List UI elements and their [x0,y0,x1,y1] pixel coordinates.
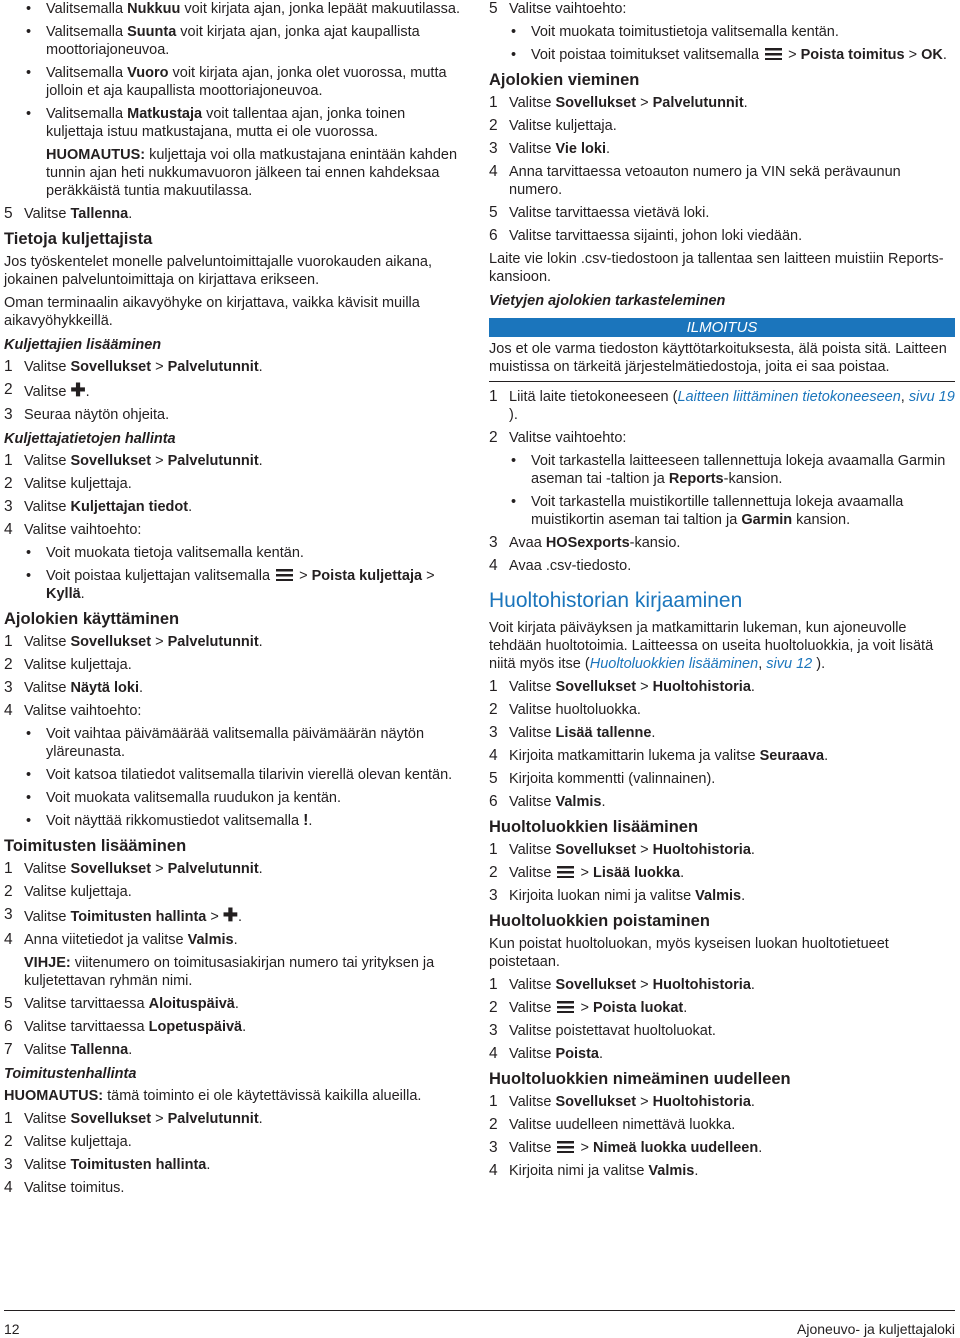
step: 3 Valitse Toimitusten hallinta. [4,1156,211,1173]
step: 2 Valitse vaihtoehto: [489,429,627,446]
chapter-heading: Huoltohistorian kirjaaminen [489,589,743,612]
list-item: • Voit tarkastella muistikortille tallennettuja lokeja avaamalla muistikortin aseman tai taltion ja Garmin kansion. [489,493,955,529]
list-item: • Voit poistaa toimitukset valitsemalla > Poista toimitus > OK. [489,46,955,64]
plus-icon: ✚ [222,905,238,925]
step: 3 Kirjoita luokan nimi ja valitse Valmis. [489,887,746,904]
list-item: • Voit vaihtaa päivämäärää valitsemalla päivämäärän näytön yläreunasta. [4,725,466,761]
step: 1 Valitse Sovellukset > Huoltohistoria. [489,976,755,993]
list-item: • Valitsemalla Suunta voit kirjata ajan, jonka ajat kaupallista moottoriajoneuvoa. [4,23,466,59]
plus-icon: ✚ [70,380,86,400]
step: 1 Valitse Sovellukset > Palvelutunnit. [489,94,748,111]
list-item: • Voit poistaa kuljettajan valitsemalla > Poista kuljettaja > Kyllä. [4,567,466,603]
tip: VIHJE: viitenumero on toimitusasiakirjan numero tai yrityksen ja kuljetettavan ryhmän nimi. [24,955,435,989]
cross-reference-link[interactable]: Huoltoluokkien lisääminen [589,656,759,672]
step: 2 Valitse kuljettaja. [4,656,132,673]
divider [489,381,955,382]
paragraph: Jos työskentelet monelle palveluntoimittajalle vuorokauden aikana, jokainen palveluntoimittaja on kirjattava erikseen. [4,254,433,288]
step: 1 Valitse Sovellukset > Palvelutunnit. [4,358,263,375]
list-item: • Voit muokata tietoja valitsemalla kentän. [4,544,466,562]
paragraph: Laite vie lokin .csv-tiedostoon ja tallentaa sen laitteen muistiin Reports-kansioon. [489,251,944,285]
step: 1 Liitä laite tietokoneeseen (Laitteen liittäminen tietokoneeseen, sivu 19 ). [489,388,955,423]
paragraph: Voit kirjata päiväyksen ja matkamittarin lukeman, kun ajoneuvolle tehdään huoltotoimia. Laitteessa on useita huoltoluokkia, ja voit lisätä niitä myös itse (Huoltoluokkien lisääminen, sivu 12 ). [489,620,934,672]
step: 3 Valitse Vie loki. [489,140,611,157]
step: 3 Seuraa näytön ohjeita. [4,406,170,423]
step: 2 Valitse kuljettaja. [4,883,132,900]
right-column [489,0,955,1185]
notice-text: Jos et ole varma tiedoston käyttötarkoituksesta, älä poista sitä. Laitteen muistissa on tärkeitä järjestelmätiedostoja, joita ei saa poistaa. [489,341,947,375]
section-heading: Huoltoluokkien nimeäminen uudelleen [489,1070,791,1088]
subsection-heading: Kuljettajien lisääminen [4,337,162,353]
step: 4 Valitse Poista. [489,1045,604,1062]
step: 4 Valitse vaihtoehto: [4,702,142,719]
page-number: 12 [4,1321,20,1337]
menu-icon [276,569,293,581]
step: 4 Avaa .csv-tiedosto. [489,557,632,574]
section-heading: Ajolokien käyttäminen [4,610,180,628]
step: 1 Valitse Sovellukset > Huoltohistoria. [489,1093,755,1110]
page-reference-link[interactable]: sivu 12 [766,656,813,672]
list-item: • Valitsemalla Nukkuu voit kirjata ajan, jonka lepäät makuutilassa. [4,0,466,18]
cross-reference-link[interactable]: Laitteen liittäminen tietokoneeseen [677,389,901,405]
paragraph: Kun poistat huoltoluokan, myös kyseisen luokan huoltotietueet poistetaan. [489,936,889,970]
step: 4 Anna viitetiedot ja valitse Valmis. [4,931,238,948]
step: 1 Valitse Sovellukset > Huoltohistoria. [489,678,755,695]
step: 4 Kirjoita matkamittarin lukema ja valitse Seuraava. [489,747,829,764]
step: 2 Valitse uudelleen nimettävä luokka. [489,1116,736,1133]
step: 5 Kirjoita kommentti (valinnainen). [489,770,716,787]
step: 2 Valitse > Lisää luokka. [489,864,685,881]
section-heading: Huoltoluokkien lisääminen [489,818,699,836]
list-item: • Valitsemalla Vuoro voit kirjata ajan, jonka olet vuorossa, mutta jolloin et aja kaupallista moottoriajoneuvoa. [4,64,466,100]
step: 1 Valitse Sovellukset > Palvelutunnit. [4,633,263,650]
subsection-heading: Toimitustenhallinta [4,1066,137,1082]
step: 5 Valitse tarvittaessa Aloituspäivä. [4,995,239,1012]
menu-icon [557,1141,574,1153]
step: 7 Valitse Tallenna. [4,1041,133,1058]
notice-banner: ILMOITUS [489,318,955,337]
menu-icon [765,48,782,60]
step: 1 Valitse Sovellukset > Palvelutunnit. [4,860,263,877]
step: 5 Valitse tarvittaessa vietävä loki. [489,204,710,221]
step: 6 Valitse tarvittaessa sijainti, johon loki viedään. [489,227,803,244]
exclamation-icon: ! [303,812,309,829]
step: 3 Valitse Toimitusten hallinta > ✚. [4,905,243,925]
step: 3 Valitse poistettavat huoltoluokat. [489,1022,716,1039]
step: 2 Valitse kuljettaja. [4,475,132,492]
menu-icon [557,1001,574,1013]
step: 4 Valitse toimitus. [4,1179,125,1196]
paragraph: Oman terminaalin aikavyöhyke on kirjattava, vaikka kävisit muilla aikavyöhykkeillä. [4,295,420,329]
step: 3 Valitse Kuljettajan tiedot. [4,498,193,515]
menu-icon [557,866,574,878]
note: HUOMAUTUS: tämä toiminto ei ole käytettävissä kaikilla alueilla. [4,1088,422,1104]
step: 6 Valitse Valmis. [489,793,606,810]
step: 3 Valitse Näytä loki. [4,679,144,696]
list-item: • Voit tarkastella laitteeseen tallennettuja lokeja avaamalla Garmin aseman tai -taltion ja Reports-kansion. [489,452,955,488]
step: 2 Valitse kuljettaja. [4,1133,132,1150]
step: 3 Valitse Lisää tallenne. [489,724,656,741]
step: 1 Valitse Sovellukset > Huoltohistoria. [489,841,755,858]
section-heading: Tietoja kuljettajista [4,230,153,248]
step: 4 Valitse vaihtoehto: [4,521,142,538]
note: HUOMAUTUS: kuljettaja voi olla matkustajana enintään kahden tunnin ajan heti nukkumavuoron jälkeen tai ennen kahdeksaa peräkkäistä tuntia makuutilassa. [46,147,458,199]
subsection-heading: Kuljettajatietojen hallinta [4,431,176,447]
list-item: • Valitsemalla Matkustaja voit tallentaa ajan, jonka toinen kuljettaja istuu matkustajana, mutta ei ole vuorossa. [4,105,466,141]
section-heading: Toimitusten lisääminen [4,837,187,855]
left-column [4,0,466,1202]
step: 4 Anna tarvittaessa vetoauton numero ja VIN sekä perävaunun numero. [489,163,901,198]
step: 2 Valitse huoltoluokka. [489,701,641,718]
step: 3 Avaa HOSexports-kansio. [489,534,681,551]
step: 1 Valitse Sovellukset > Palvelutunnit. [4,452,263,469]
list-item: • Voit muokata valitsemalla ruudukon ja kentän. [4,789,466,807]
step: 1 Valitse Sovellukset > Palvelutunnit. [4,1110,263,1127]
step: 4 Kirjoita nimi ja valitse Valmis. [489,1162,699,1179]
section-heading: Ajolokien vieminen [489,71,640,89]
step: 5 Valitse vaihtoehto: [489,0,627,17]
step: 3 Valitse > Nimeä luokka uudelleen. [489,1139,763,1156]
list-item: • Voit katsoa tilatiedot valitsemalla tilarivin vierellä olevan kentän. [4,766,466,784]
step: 2 Valitse kuljettaja. [489,117,617,134]
subsection-heading: Vietyjen ajolokien tarkasteleminen [489,293,726,309]
page-reference-link[interactable]: sivu 19 [908,389,955,405]
list-item: • Voit muokata toimitustietoja valitsemalla kentän. [489,23,955,41]
list-item: • Voit näyttää rikkomustiedot valitsemalla !. [4,812,466,830]
step: 5 Valitse Tallenna. [4,205,133,222]
step: 2 Valitse > Poista luokat. [489,999,688,1016]
section-heading: Huoltoluokkien poistaminen [489,912,710,930]
step: 2 Valitse ✚. [4,380,90,400]
footer-title: Ajoneuvo- ja kuljettajaloki [797,1321,955,1337]
step: 6 Valitse tarvittaessa Lopetuspäivä. [4,1018,247,1035]
footer-divider [4,1310,955,1311]
